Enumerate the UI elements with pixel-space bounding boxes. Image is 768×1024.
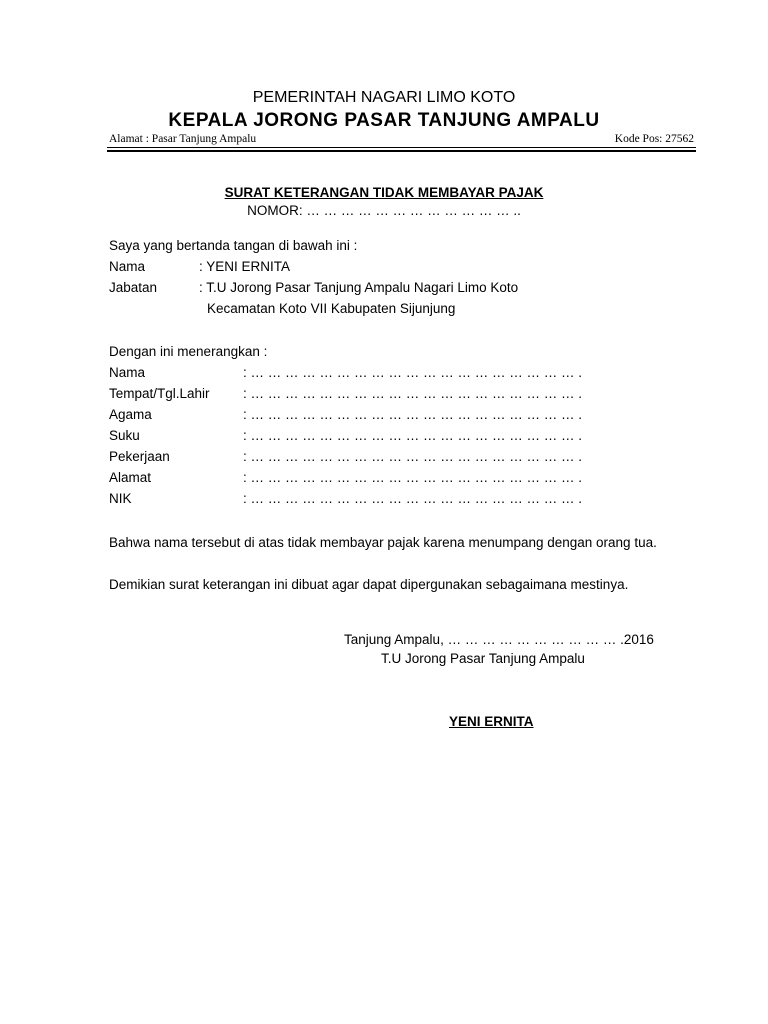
subject-intro: Dengan ini menerangkan :: [109, 344, 268, 359]
field-blank-suku: : … … … … … … … … … … … … … … … … … … … .: [243, 428, 583, 443]
document-title: SURAT KETERANGAN TIDAK MEMBAYAR PAJAK: [224, 185, 544, 200]
signature-role: T.U Jorong Pasar Tanjung Ampalu: [381, 651, 585, 666]
office-address: Alamat : Pasar Tanjung Ampalu: [109, 133, 257, 145]
closing-paragraph: Demikian surat keterangan ini dibuat agar dapat dipergunakan sebagaimana mestinya.: [109, 577, 629, 592]
letterhead-rule-thin: [107, 147, 696, 148]
field-label-agama: Agama: [109, 407, 152, 422]
office-name: KEPALA JORONG PASAR TANJUNG AMPALU: [168, 110, 600, 131]
signatory-intro: Saya yang bertanda tangan di bawah ini :: [109, 238, 358, 253]
document-number: NOMOR: … … … … … … … … … … … … ..: [247, 203, 521, 218]
signatory-position-value: : T.U Jorong Pasar Tanjung Ampalu Nagari Limo Koto: [199, 280, 519, 295]
field-blank-pekerjaan: : … … … … … … … … … … … … … … … … … … … .: [243, 449, 583, 464]
signatory-name-value: : YENI ERNITA: [199, 259, 291, 274]
signatory-name-label: Nama: [109, 259, 146, 274]
field-label-nik: NIK: [109, 491, 132, 506]
field-blank-agama: : … … … … … … … … … … … … … … … … … … … .: [243, 407, 583, 422]
field-blank-nama: : … … … … … … … … … … … … … … … … … … … .: [243, 365, 583, 380]
field-label-nama: Nama: [109, 365, 146, 380]
field-label-suku: Suku: [109, 428, 140, 443]
statement-paragraph: Bahwa nama tersebut di atas tidak membayar pajak karena menumpang dengan orang tua.: [109, 535, 657, 550]
signatory-position-label: Jabatan: [109, 280, 158, 295]
government-name: PEMERINTAH NAGARI LIMO KOTO: [252, 89, 516, 106]
field-label-alamat: Alamat: [109, 470, 152, 485]
field-blank-alamat: : … … … … … … … … … … … … … … … … … … … .: [243, 470, 583, 485]
field-blank-nik: : … … … … … … … … … … … … … … … … … … … .: [243, 491, 583, 506]
field-label-pekerjaan: Pekerjaan: [109, 449, 170, 464]
signature-place-date: Tanjung Ampalu, … … … … … … … … … … .2016: [344, 632, 654, 647]
field-label-tempat-tgl-lahir: Tempat/Tgl.Lahir: [109, 386, 210, 401]
letterhead-rule-thick: [107, 150, 696, 152]
signature-name: YENI ERNITA: [449, 714, 534, 729]
signatory-position-value-continued: Kecamatan Koto VII Kabupaten Sijunjung: [207, 301, 456, 316]
postal-code: Kode Pos: 27562: [614, 133, 694, 145]
field-blank-tempat-tgl-lahir: : … … … … … … … … … … … … … … … … … … … .: [243, 386, 583, 401]
